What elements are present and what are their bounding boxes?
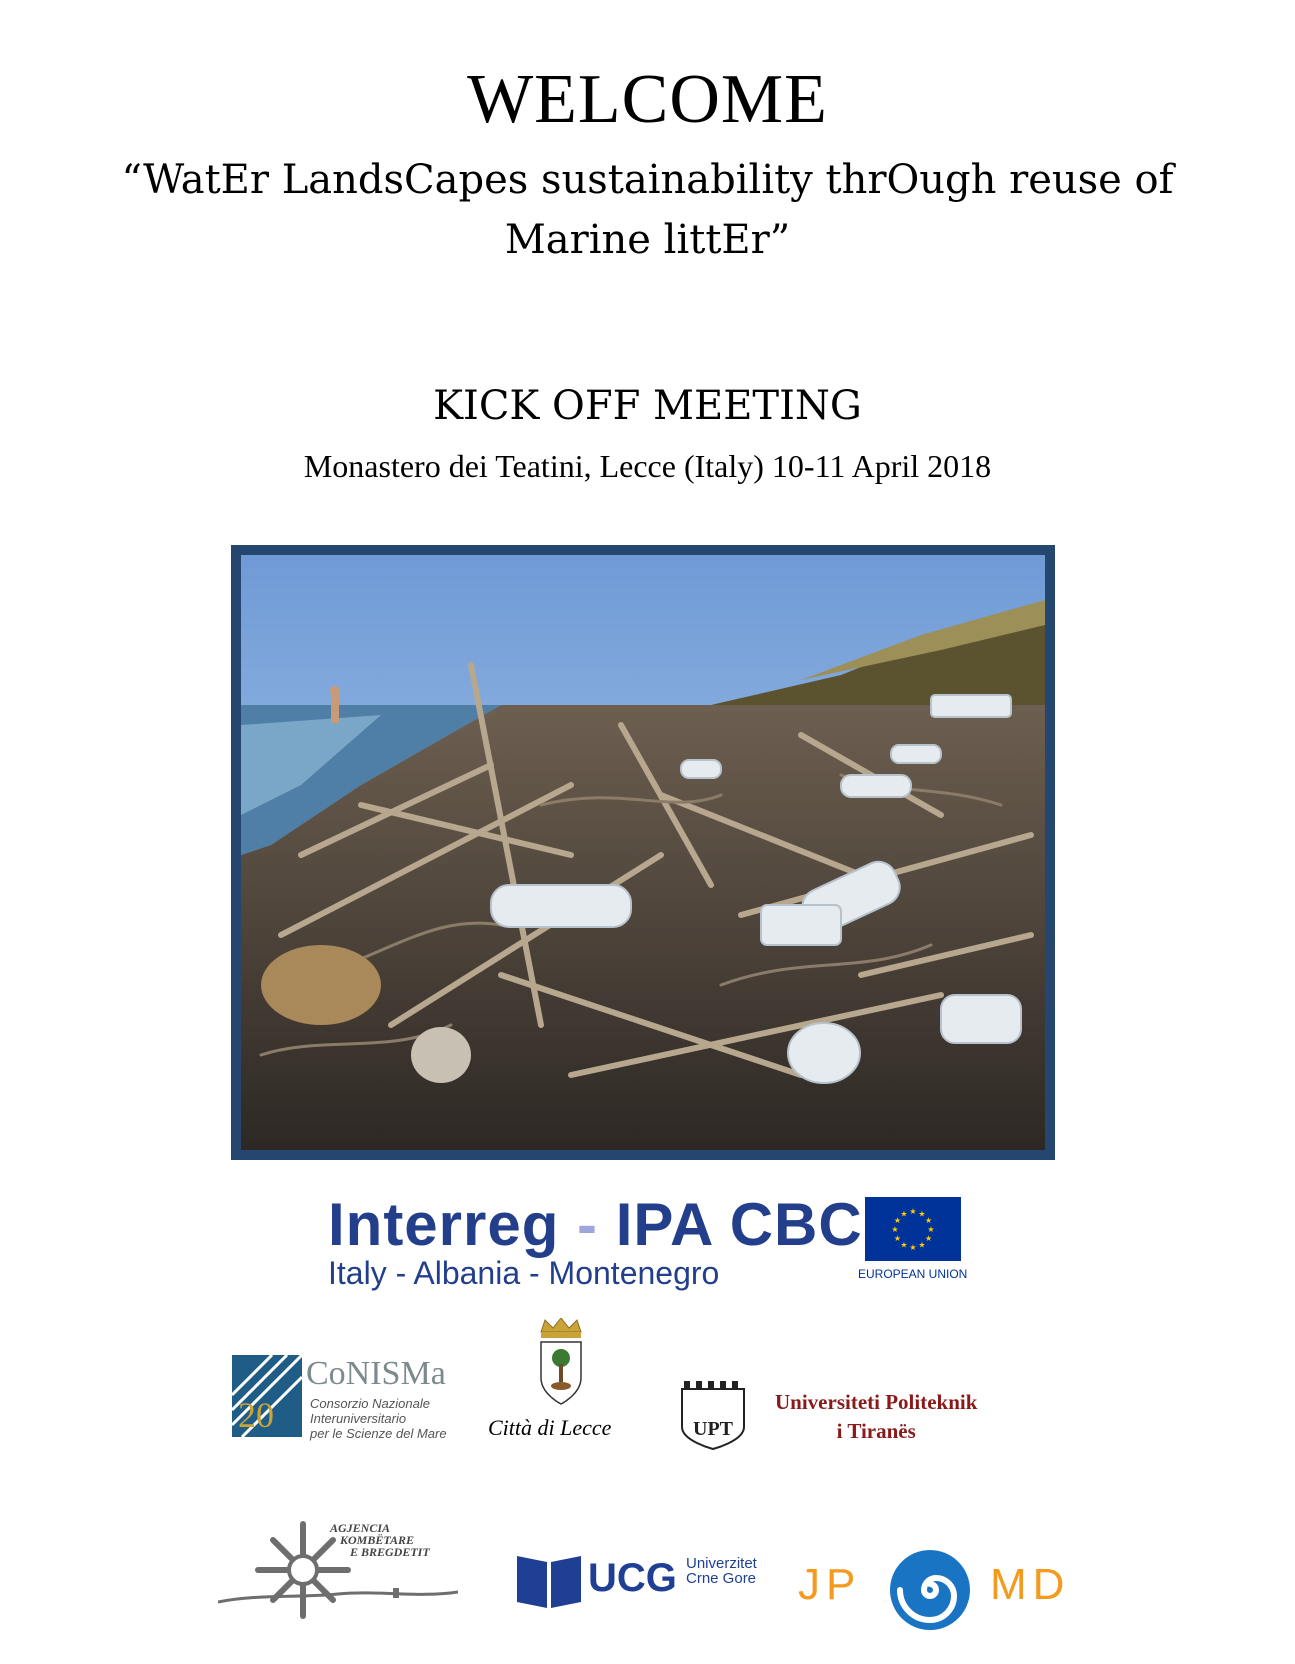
page-title: WELCOME	[467, 61, 828, 138]
lecce-label: Città di Lecce	[488, 1415, 612, 1440]
interreg-word: Interreg	[328, 1191, 560, 1258]
svg-text:★: ★	[925, 1216, 933, 1225]
svg-text:★: ★	[900, 1240, 908, 1250]
beach-litter-photo	[231, 545, 1055, 1160]
conisma-name: CoNISMa	[306, 1355, 446, 1392]
ucg-name-line-1: Univerzitet	[686, 1555, 757, 1572]
beach-litter-illustration	[241, 555, 1045, 1150]
lecce-crest-icon	[535, 1318, 587, 1413]
ucg-book-icon	[515, 1550, 583, 1615]
interreg-dash: -	[559, 1191, 616, 1258]
upt-crest-icon	[678, 1377, 748, 1456]
conisma-desc-line-1: Consorzio Nazionale	[310, 1396, 430, 1411]
conisma-20-logo	[232, 1355, 302, 1442]
jpmd-md: MD	[990, 1560, 1071, 1609]
project-subtitle	[0, 150, 1295, 270]
akb-line-1: AGJENCIA	[330, 1521, 391, 1535]
svg-text:★: ★	[918, 1240, 926, 1250]
svg-text:★: ★	[909, 1243, 917, 1252]
subtitle-line-2: Marine littEr”	[504, 217, 791, 263]
upt-name-line-1: Universiteti Politeknik	[775, 1390, 978, 1414]
upt-name	[775, 1388, 977, 1446]
conisma-description	[310, 1396, 447, 1441]
upt-name-line-2: i Tiranës	[836, 1419, 916, 1443]
meeting-heading: KICK OFF MEETING	[433, 383, 862, 429]
eu-flag-icon	[865, 1197, 961, 1261]
svg-text:★: ★	[891, 1225, 899, 1234]
ucg-name-line-2: Crne Gore	[686, 1570, 757, 1587]
akb-line-3: E BREGDETIT	[350, 1545, 430, 1559]
interreg-title	[328, 1190, 863, 1259]
svg-text:★: ★	[927, 1225, 935, 1234]
ucg-abbreviation: UCG	[588, 1556, 677, 1600]
conisma-desc-line-2: Interuniversitario	[310, 1411, 407, 1426]
jpmd-jp: JP	[798, 1560, 862, 1609]
meeting-venue-date: Monastero dei Teatini, Lecce (Italy) 10-11 April 2018	[303, 448, 992, 484]
jpmd-spiral-icon	[885, 1545, 975, 1640]
svg-text:★: ★	[900, 1209, 908, 1219]
svg-text:UPT: UPT	[693, 1418, 733, 1440]
svg-text:★: ★	[925, 1234, 933, 1243]
eu-label: EUROPEAN UNION	[858, 1267, 968, 1281]
conisma-desc-line-3: per le Scienze del Mare	[310, 1426, 447, 1441]
akb-name	[330, 1522, 430, 1558]
ipa-cbc-word: IPA CBC	[615, 1191, 863, 1258]
svg-text:★: ★	[918, 1209, 926, 1219]
svg-text:★: ★	[909, 1207, 917, 1216]
programme-countries: Italy - Albania - Montenegro	[328, 1255, 720, 1291]
subtitle-line-1: “WatEr LandsCapes sustainability thrOugh reuse of	[121, 157, 1174, 203]
svg-text:★: ★	[893, 1216, 901, 1225]
ucg-name	[686, 1556, 757, 1586]
svg-text:20: 20	[238, 1395, 274, 1435]
akb-line-2: KOMBËTARE	[340, 1533, 415, 1547]
svg-text:★: ★	[893, 1234, 901, 1243]
